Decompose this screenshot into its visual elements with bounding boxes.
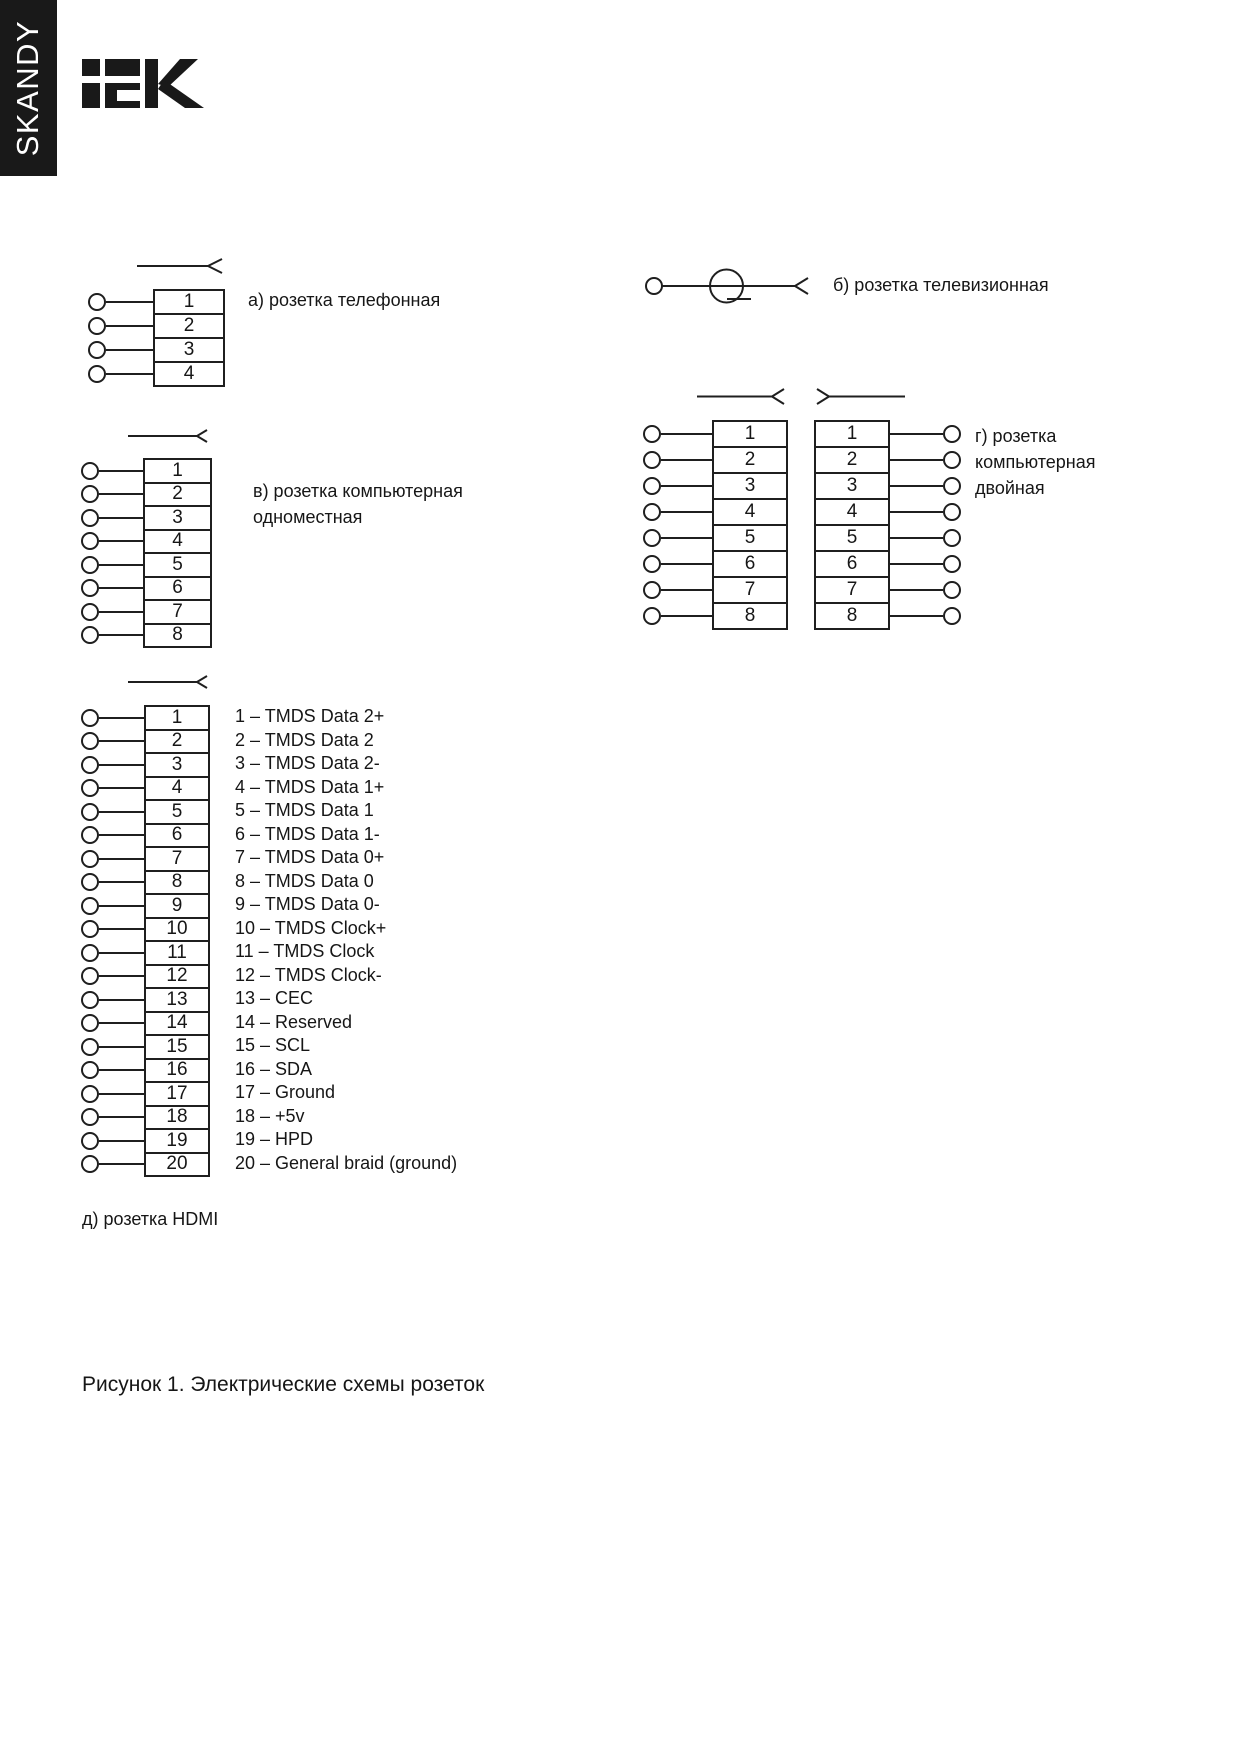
pin-number: 4	[744, 501, 756, 522]
pin-wire	[106, 301, 153, 303]
pin-row	[81, 623, 212, 649]
pin-row	[88, 289, 225, 315]
diagram-label-line: одноместная	[253, 507, 363, 527]
pin-number: 5	[171, 800, 183, 822]
pin-wire	[661, 537, 712, 539]
pin-cell	[144, 799, 210, 825]
pin-row	[643, 524, 788, 552]
pin-cell	[144, 940, 210, 966]
pin-wire	[99, 764, 144, 766]
pin-row	[81, 1011, 210, 1037]
pin-wire	[99, 493, 143, 495]
pin-cell	[153, 361, 225, 387]
diagram-label-line: компьютерная	[975, 452, 1096, 472]
pin-terminal-circle	[643, 581, 661, 599]
pin-terminal-circle	[943, 555, 961, 573]
diagram-label-line: двойная	[975, 478, 1045, 498]
pin-row	[643, 472, 788, 500]
pin-terminal-circle	[81, 1061, 99, 1079]
pin-number: 16	[166, 1059, 188, 1081]
pin-number: 8	[744, 605, 756, 626]
pin-wire	[99, 1163, 144, 1165]
pin-terminal-circle	[81, 803, 99, 821]
pin-terminal-circle	[643, 503, 661, 521]
pin-description: 14 – Reserved	[235, 1011, 353, 1032]
pin-terminal-circle	[81, 556, 99, 574]
pin-row	[81, 846, 210, 872]
pin-wire	[99, 1140, 144, 1142]
pin-number: 4	[183, 363, 195, 384]
pin-description: 2 – TMDS Data 2	[235, 729, 374, 750]
pin-terminal-circle	[88, 341, 106, 359]
pin-description: 13 – CEC	[235, 988, 314, 1009]
pin-row	[81, 799, 210, 825]
pin-row	[81, 552, 212, 578]
pin-terminal-circle	[81, 873, 99, 891]
pin-wire	[106, 325, 153, 327]
pin-cell	[143, 482, 212, 508]
pin-terminal-circle	[81, 532, 99, 550]
pin-number: 5	[744, 527, 756, 548]
pin-row	[814, 498, 961, 526]
pin-terminal-circle	[81, 1155, 99, 1173]
pin-terminal-circle	[81, 603, 99, 621]
pin-cell	[814, 420, 890, 448]
pin-terminal-circle	[88, 365, 106, 383]
pin-row	[81, 458, 212, 484]
pin-terminal-circle	[643, 451, 661, 469]
pin-number: 18	[166, 1106, 188, 1128]
pin-row	[643, 550, 788, 578]
diagram-label-telephone: а) розетка телефонная	[248, 290, 441, 310]
pin-row	[81, 940, 210, 966]
pin-wire	[661, 615, 712, 617]
pin-number: 15	[166, 1035, 188, 1057]
pin-wire	[99, 470, 143, 472]
pin-terminal-circle	[643, 607, 661, 625]
pin-terminal-circle	[81, 991, 99, 1009]
pin-terminal-circle	[81, 1014, 99, 1032]
pin-number: 4	[846, 501, 858, 522]
pin-row	[81, 752, 210, 778]
pin-cell	[144, 846, 210, 872]
pin-cell	[712, 472, 788, 500]
pin-cell	[153, 313, 225, 339]
pin-wire	[99, 834, 144, 836]
hdmi-connector	[81, 705, 210, 1177]
pin-cell	[144, 893, 210, 919]
pin-wire	[99, 999, 144, 1001]
pin-row	[81, 1058, 210, 1084]
pin-row	[81, 1105, 210, 1131]
pin-wire	[661, 563, 712, 565]
pin-number: 11	[167, 941, 187, 963]
pin-cell	[143, 529, 212, 555]
pin-description: 16 – SDA	[235, 1058, 313, 1079]
pin-cell	[144, 1034, 210, 1060]
pin-cell	[814, 550, 890, 578]
computer-single-connector	[81, 458, 212, 648]
pin-cell	[712, 446, 788, 474]
pin-wire	[99, 952, 144, 954]
pin-description: 5 – TMDS Data 1	[235, 800, 374, 821]
pin-terminal-circle	[81, 1085, 99, 1103]
pin-number: 7	[171, 847, 183, 869]
pin-number: 12	[166, 965, 188, 987]
pin-number: 8	[171, 871, 183, 893]
pin-row	[81, 776, 210, 802]
pin-number: 3	[744, 475, 756, 496]
pin-row	[81, 987, 210, 1013]
pin-cell	[143, 505, 212, 531]
pin-number: 2	[172, 483, 183, 505]
pin-row	[643, 602, 788, 630]
connector-arrow-icon	[128, 428, 208, 444]
pin-wire	[99, 564, 143, 566]
pin-terminal-circle	[943, 529, 961, 547]
pin-terminal-circle	[943, 425, 961, 443]
pin-terminal-circle	[81, 826, 99, 844]
pin-description: 20 – General braid (ground)	[235, 1152, 458, 1173]
pin-terminal-circle	[81, 967, 99, 985]
hdmi-pin-descriptions	[235, 705, 457, 1175]
pin-terminal-circle	[81, 626, 99, 644]
pin-terminal-circle	[81, 1132, 99, 1150]
pin-cell	[144, 870, 210, 896]
pin-number: 7	[846, 579, 858, 600]
diagram-label-computer-double	[975, 423, 1095, 501]
pin-wire	[890, 563, 943, 565]
pin-wire	[661, 485, 712, 487]
pin-cell	[143, 623, 212, 649]
pin-description: 4 – TMDS Data 1+	[235, 776, 385, 797]
pin-cell	[814, 446, 890, 474]
pin-row	[81, 482, 212, 508]
pin-row	[81, 1034, 210, 1060]
pin-description: 19 – HPD	[235, 1129, 314, 1150]
diagram-label-line: в) розетка компьютерная	[253, 481, 463, 501]
pin-description: 8 – TMDS Data 0	[235, 870, 374, 891]
diagram-label-tv: б) розетка телевизионная	[833, 275, 1049, 295]
pin-terminal-circle	[643, 477, 661, 495]
pin-description: 11 – TMDS Clock	[235, 941, 375, 962]
pin-wire	[661, 459, 712, 461]
pin-row	[814, 524, 961, 552]
pin-terminal-circle	[81, 756, 99, 774]
pin-wire	[99, 881, 144, 883]
pin-number: 20	[166, 1153, 188, 1175]
pin-number: 3	[172, 506, 183, 528]
pin-wire	[99, 1116, 144, 1118]
pin-description: 15 – SCL	[235, 1035, 311, 1056]
pin-terminal-circle	[943, 581, 961, 599]
pin-row	[81, 505, 212, 531]
pin-number: 1	[171, 706, 183, 728]
pin-row	[81, 870, 210, 896]
pin-number: 9	[171, 894, 183, 916]
pin-number: 1	[183, 291, 195, 312]
pin-number: 5	[172, 553, 183, 575]
connector-arrow-icon	[697, 388, 785, 405]
pin-cell	[712, 524, 788, 552]
pin-row	[81, 823, 210, 849]
pin-row	[814, 446, 961, 474]
pin-row	[81, 917, 210, 943]
pin-cell	[144, 705, 210, 731]
pin-wire	[99, 1046, 144, 1048]
pin-terminal-circle	[81, 462, 99, 480]
pin-cell	[143, 552, 212, 578]
pin-cell	[144, 1081, 210, 1107]
pin-terminal-circle	[943, 451, 961, 469]
pin-description: 7 – TMDS Data 0+	[235, 847, 385, 868]
pin-row	[81, 1152, 210, 1178]
iek-logo	[80, 57, 204, 108]
pin-description: 18 – +5v	[235, 1105, 305, 1126]
pin-number: 19	[166, 1129, 188, 1151]
pin-number: 2	[171, 730, 183, 752]
pin-description: 6 – TMDS Data 1-	[235, 823, 380, 844]
pin-number: 3	[183, 339, 195, 360]
pin-wire	[890, 511, 943, 513]
pin-cell	[712, 550, 788, 578]
pin-terminal-circle	[943, 607, 961, 625]
pin-terminal-circle	[643, 425, 661, 443]
pin-number: 3	[846, 475, 858, 496]
pin-cell	[712, 498, 788, 526]
pin-cell	[153, 337, 225, 363]
pin-terminal-circle	[81, 897, 99, 915]
pin-wire	[99, 975, 144, 977]
diagram-label-hdmi: д) розетка HDMI	[82, 1209, 219, 1229]
pin-terminal-circle	[81, 709, 99, 727]
pin-description: 17 – Ground	[235, 1082, 336, 1103]
pin-description: 9 – TMDS Data 0-	[235, 894, 380, 915]
pin-wire	[661, 511, 712, 513]
pin-wire	[890, 537, 943, 539]
pin-number: 6	[171, 824, 183, 846]
pin-cell	[814, 472, 890, 500]
pin-wire	[99, 928, 144, 930]
pin-wire	[99, 587, 143, 589]
diagram-label-line: г) розетка	[975, 426, 1057, 446]
pin-wire	[99, 1022, 144, 1024]
pin-row	[81, 964, 210, 990]
pin-description: 10 – TMDS Clock+	[235, 917, 387, 938]
pin-terminal-circle	[81, 1038, 99, 1056]
pin-number: 5	[846, 527, 858, 548]
pin-wire	[99, 540, 143, 542]
pin-number: 13	[166, 988, 188, 1010]
pin-number: 6	[744, 553, 756, 574]
pin-terminal-circle	[88, 317, 106, 335]
pin-number: 17	[166, 1082, 188, 1104]
pin-row	[643, 576, 788, 604]
pin-number: 2	[183, 315, 195, 336]
pin-terminal-circle	[643, 555, 661, 573]
pin-description: 1 – TMDS Data 2+	[235, 706, 385, 727]
pin-terminal-circle	[81, 779, 99, 797]
pin-terminal-circle	[643, 529, 661, 547]
pin-row	[814, 550, 961, 578]
pin-terminal-circle	[81, 920, 99, 938]
pin-terminal-circle	[88, 293, 106, 311]
pin-row	[81, 599, 212, 625]
pin-wire	[99, 905, 144, 907]
pin-row	[81, 893, 210, 919]
pin-number: 6	[172, 577, 183, 599]
pin-cell	[144, 1011, 210, 1037]
pin-number: 7	[744, 579, 756, 600]
pin-wire	[99, 611, 143, 613]
pin-wire	[890, 589, 943, 591]
pin-wire	[106, 349, 153, 351]
pin-cell	[144, 1128, 210, 1154]
pin-row	[88, 313, 225, 339]
pin-description: 3 – TMDS Data 2-	[235, 753, 380, 774]
pin-cell	[712, 576, 788, 604]
pin-wire	[99, 811, 144, 813]
pin-cell	[144, 823, 210, 849]
pin-terminal-circle	[81, 732, 99, 750]
pin-cell	[144, 1058, 210, 1084]
pin-wire	[99, 858, 144, 860]
connector-arrow-icon	[817, 388, 906, 405]
pin-cell	[144, 987, 210, 1013]
pin-row	[88, 337, 225, 363]
figure-caption: Рисунок 1. Электрические схемы розеток	[82, 1373, 485, 1396]
pin-cell	[144, 1105, 210, 1131]
pin-wire	[99, 717, 144, 719]
pin-description: 12 – TMDS Clock-	[235, 964, 382, 985]
pin-wire	[890, 433, 943, 435]
pin-number: 1	[846, 423, 858, 444]
pin-row	[814, 420, 961, 448]
computer-double-right-connector	[814, 420, 961, 630]
pin-wire	[99, 740, 144, 742]
pin-wire	[99, 517, 143, 519]
telephone-connector	[88, 289, 225, 387]
computer-double-left-connector	[643, 420, 788, 630]
pin-cell	[144, 776, 210, 802]
tv-socket-icon	[645, 264, 813, 308]
pin-cell	[814, 524, 890, 552]
pin-number: 4	[171, 777, 183, 799]
pin-row	[81, 576, 212, 602]
pin-number: 10	[166, 918, 188, 940]
pin-number: 1	[172, 459, 183, 481]
pin-row	[81, 1081, 210, 1107]
diagram-label-computer-single	[253, 478, 463, 530]
pin-wire	[106, 373, 153, 375]
pin-wire	[661, 589, 712, 591]
pin-cell	[143, 576, 212, 602]
pin-terminal-circle	[81, 850, 99, 868]
pin-number: 2	[846, 449, 858, 470]
pin-terminal-circle	[81, 579, 99, 597]
pin-terminal-circle	[81, 509, 99, 527]
pin-cell	[144, 752, 210, 778]
pin-wire	[99, 1093, 144, 1095]
connector-arrow-icon	[128, 674, 208, 690]
pin-cell	[153, 289, 225, 315]
connector-arrow-icon	[137, 258, 223, 274]
pin-cell	[144, 729, 210, 755]
pin-wire	[661, 433, 712, 435]
sidebar-brand-text: SKANDY	[10, 19, 46, 157]
pin-terminal-circle	[81, 944, 99, 962]
pin-row	[81, 529, 212, 555]
pin-terminal-circle	[81, 485, 99, 503]
pin-row	[814, 602, 961, 630]
pin-wire	[890, 485, 943, 487]
pin-wire	[99, 1069, 144, 1071]
pin-wire	[890, 615, 943, 617]
pin-number: 6	[846, 553, 858, 574]
pin-cell	[814, 602, 890, 630]
pin-terminal-circle	[943, 503, 961, 521]
pin-row	[643, 446, 788, 474]
pin-number: 7	[172, 600, 183, 622]
pin-row	[81, 1128, 210, 1154]
brand-sidebar	[0, 0, 57, 176]
pin-row	[643, 498, 788, 526]
pin-cell	[712, 602, 788, 630]
pin-cell	[143, 458, 212, 484]
pin-number: 14	[166, 1012, 188, 1034]
pin-terminal-circle	[943, 477, 961, 495]
pin-cell	[144, 1152, 210, 1178]
pin-number: 2	[744, 449, 756, 470]
pin-row	[81, 729, 210, 755]
pin-row	[88, 361, 225, 387]
pin-wire	[890, 459, 943, 461]
pin-wire	[99, 787, 144, 789]
pin-wire	[99, 634, 143, 636]
pin-number: 8	[846, 605, 858, 626]
pin-cell	[712, 420, 788, 448]
pin-cell	[144, 964, 210, 990]
pin-number: 8	[172, 624, 183, 646]
pin-cell	[144, 917, 210, 943]
pin-row	[643, 420, 788, 448]
pin-number: 1	[744, 423, 756, 444]
pin-row	[81, 705, 210, 731]
pin-cell	[814, 498, 890, 526]
pin-row	[814, 472, 961, 500]
pin-number: 3	[171, 753, 183, 775]
pin-cell	[143, 599, 212, 625]
pin-row	[814, 576, 961, 604]
pin-cell	[814, 576, 890, 604]
pin-number: 4	[172, 530, 183, 552]
pin-terminal-circle	[81, 1108, 99, 1126]
